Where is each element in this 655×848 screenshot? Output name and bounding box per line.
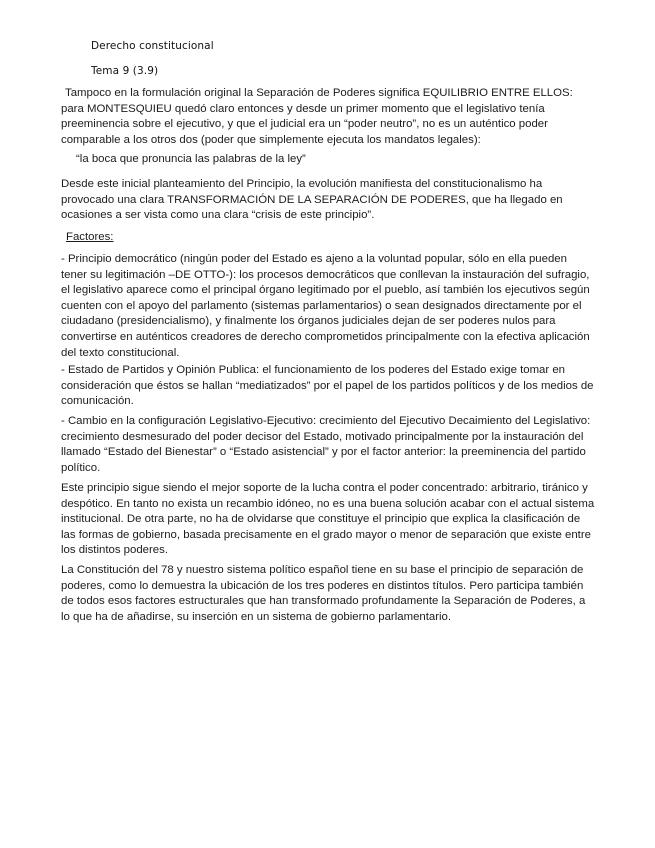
quote-montesquieu: “la boca que pronuncia las palabras de la ley” xyxy=(76,153,306,165)
paragraph-factor-change: - Cambio en la configuración Legislativo-Ejecutivo: crecimiento del Ejecutivo Decaimiento del Legislativo: crecimiento desmesurado del poder decisor del Estado, motivado principalmente por la instauración del llamado “Estado del Bienestar” o “Estado asistencial” y por el factor anterior: la preeminencia del partido político. xyxy=(61,415,591,474)
paragraph-evolution: Desde este inicial planteamiento del Principio, la evolución manifiesta del constitucionalismo ha provocado una clara TRANSFORMACIÓN DE LA SEPARACIÓN DE PODERES, que ha llegado en ocasiones a ser vista como una clara “crisis de este principio”. xyxy=(61,178,563,222)
factors-heading: Factores: xyxy=(66,231,114,243)
paragraph-factor-parties: - Estado de Partidos y Opinión Publica: el funcionamiento de los poderes del Estado exige tomar en consideración que éstos se hallan “mediatizados” por el papel de los partidos políticos y de los medios de comunicación. xyxy=(61,364,594,408)
paragraph-factor-democratic: - Principio democrático (ningún poder del Estado es ajeno a la voluntad popular, sólo en ella pueden tener su legitimación –DE OTTO-): los procesos democráticos que conllevan la instauración del sufragio, el legislativo aparece como el principal órgano legitimado por el pueblo, así también los ejecutivos según cuenten con el apoyo del parlamento (sistemas parlamentarios) o sean designados directamente por el ciudadano (presidencialismo), y finalmente los órganos judiciales dejan de ser poderes nulos para convertirse en auténticos creadores de derecho comprometidos principalmente con la efectiva aplicación del texto constitucional. xyxy=(61,253,590,359)
paragraph-constitution: La Constitución del 78 y nuestro sistema político español tiene en su base el principio de separación de poderes, como lo demuestra la ubicación de los tres poderes en distintos títulos. Pero participa también de todos esos factores estructurales que han transformado profundamente la Separación de Poderes, a lo que ha de añadirse, su inserción en un sistema de gobierno parlamentario. xyxy=(61,564,586,623)
header-topic: Tema 9 (3.9) xyxy=(91,65,159,77)
header-subject: Derecho constitucional xyxy=(91,40,214,52)
paragraph-support: Este principio sigue siendo el mejor soporte de la lucha contra el poder concentrado: arbitrario, tiránico y despótico. En tanto no exista un recambio idóneo, no es una buena solución acabar con el actual sistema institucional. De otra parte, no ha de olvidarse que constituye el principio que explica la clasificación de las formas de gobierno, basada precisamente en el grado mayor o menor de separación que existe entre los distintos poderes. xyxy=(61,482,595,557)
paragraph-intro: Tampoco en la formulación original la Separación de Poderes significa EQUILIBRIO ENTRE ELLOS: para MONTESQUIEU quedó claro entonces y desde un primer momento que el legislativo tenía preeminencia sobre el ejecutivo, y que el judicial era un “poder neutro”, no es un auténtico poder comparable a los otros dos (poder que simplemente ejecuta los mandatos legales): xyxy=(61,87,573,146)
